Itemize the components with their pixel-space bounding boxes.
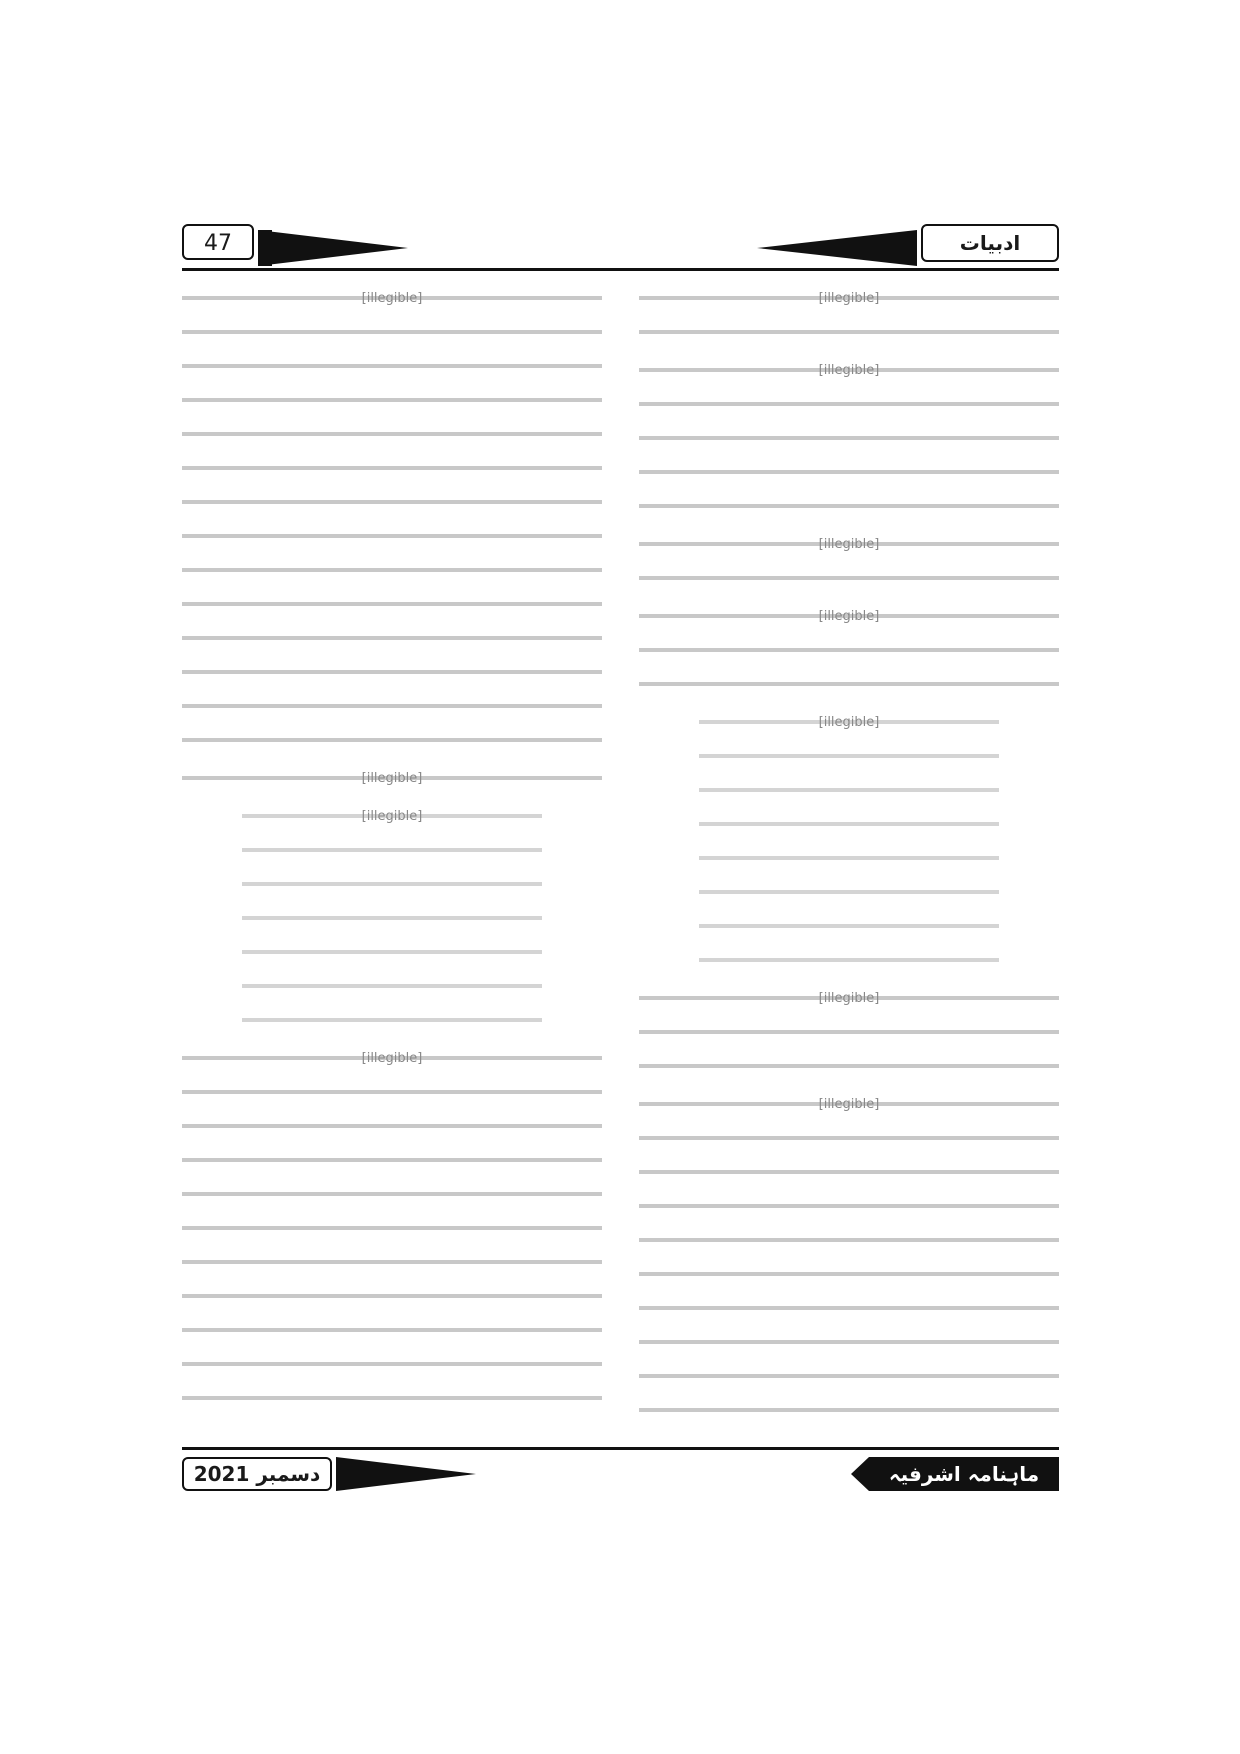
magazine-name: ماہنامہ اشرفیہ [869,1457,1059,1491]
paragraph: [illegible] [639,354,1059,524]
column-right [639,282,1059,1440]
article-body [182,282,1059,1440]
page-header [182,224,1059,270]
page-number: 47 [182,224,254,260]
paragraph: [illegible] [182,762,602,796]
section-title: ادبیات [921,224,1059,262]
paragraph: [illegible] [639,600,1059,702]
column-left [182,282,602,1440]
paragraph: [illegible] [639,1088,1059,1428]
issue-date: دسمبر 2021 [182,1457,332,1491]
paragraph: [illegible] [182,1042,602,1416]
header-rule [182,268,1059,271]
footer-ornament-left [336,1457,476,1491]
verse-block: [illegible] [242,800,542,1038]
paragraph: [illegible] [182,282,602,758]
paragraph: [illegible] [639,528,1059,596]
footer-rule [182,1447,1059,1450]
paragraph: [illegible] [639,982,1059,1084]
header-ornament-right [757,230,917,266]
footer-ornament-right [851,1457,869,1491]
verse-block: [illegible] [699,706,999,978]
paragraph: [illegible] [639,282,1059,350]
header-ornament-left [258,230,408,266]
page-footer [182,1447,1059,1497]
